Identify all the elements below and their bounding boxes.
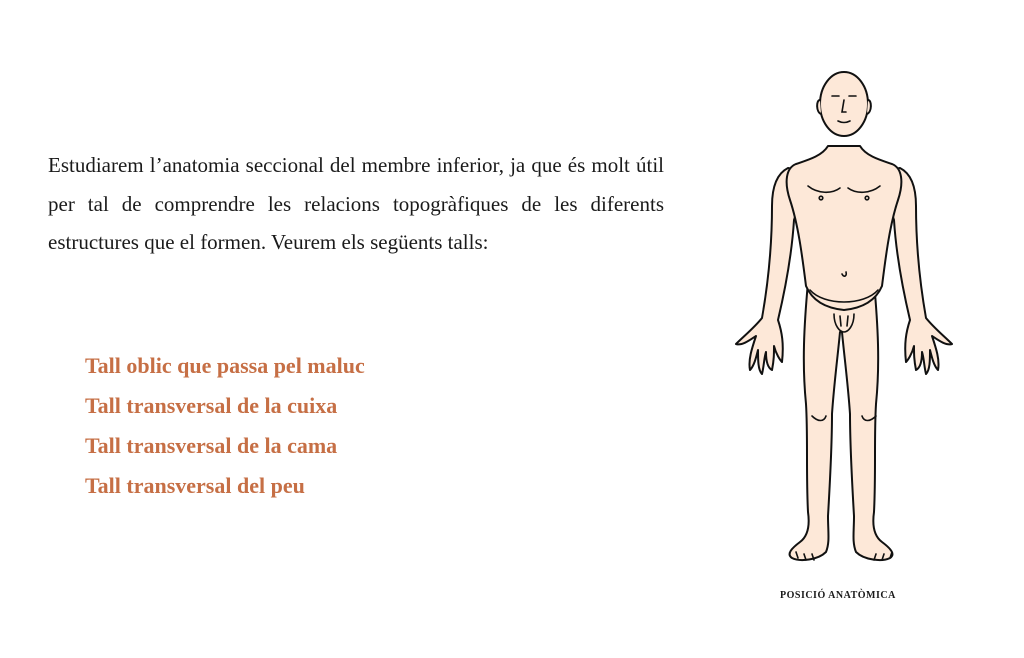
section-list [85, 346, 365, 506]
anatomical-position-figure [728, 64, 960, 574]
intro-paragraph: Estudiarem l’anatomia seccional del membre inferior, ja que és molt útil per tal de comprendre les relacions topogràfiques de les diferents estructures que el formen. Veurem els següents talls: [48, 153, 664, 254]
figure-caption: POSICIÓ ANATÒMICA [780, 590, 896, 601]
link-oblique-hip-section[interactable]: Tall oblic que passa pel maluc [85, 353, 365, 378]
human-body-illustration [728, 64, 960, 574]
link-thigh-transverse-section[interactable]: Tall transversal de la cuixa [85, 393, 338, 418]
link-leg-transverse-section[interactable]: Tall transversal de la cama [85, 433, 338, 458]
link-foot-transverse-section[interactable]: Tall transversal del peu [85, 473, 305, 498]
